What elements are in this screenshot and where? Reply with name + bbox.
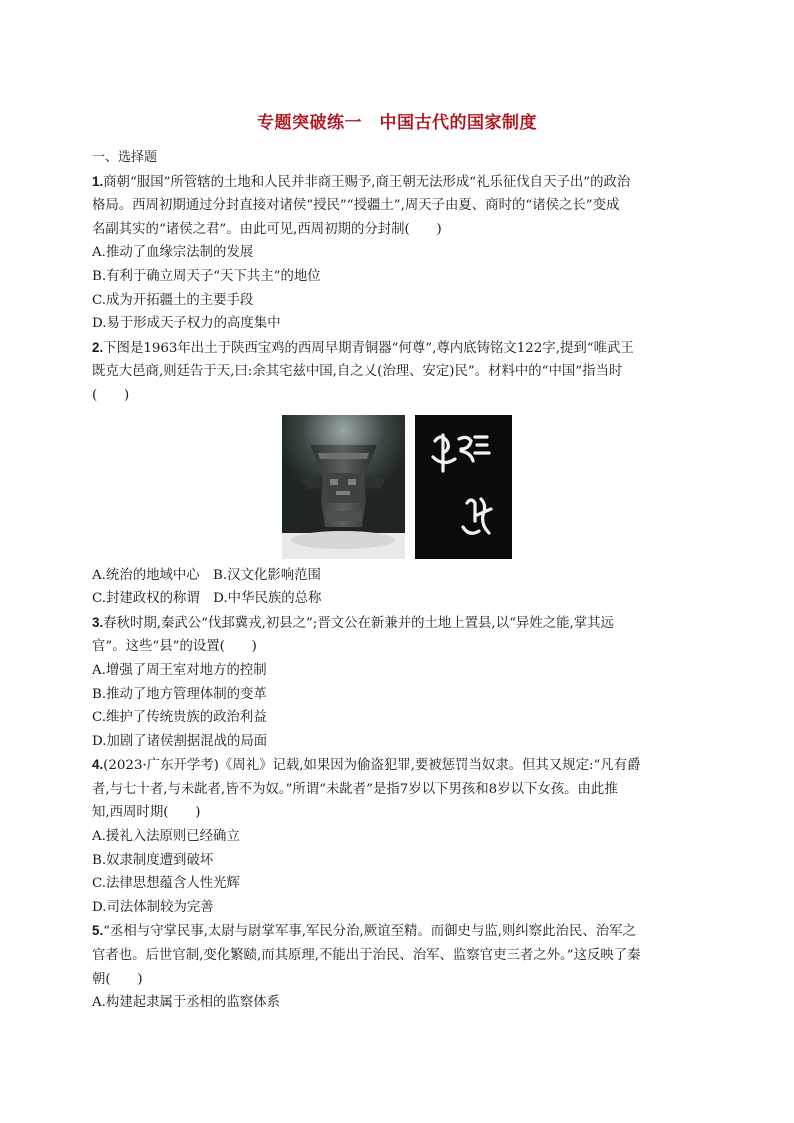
option-a[interactable]: A.推动了血缘宗法制的发展 [92,245,254,261]
question-stem-line: 既克大邑商,则廷告于天,曰:余其宅兹中国,自之乂(治理、安定)民”。材料中的“中国”指当时 [92,364,623,380]
option-ab[interactable]: A.统治的地域中心 B.汉文化影响范围 [92,567,321,583]
option-d[interactable]: D.司法体制较为完善 [92,899,214,915]
question-stem-line: 朝( ) [92,971,143,987]
question-stem-line: 1.商朝“服国”所管辖的土地和人民并非商王赐予,商王朝无法形成“礼乐征伐自天子出”的政治 [92,173,631,190]
question-content [92,146,698,1015]
question-number: 2. [92,339,104,355]
question-number: 5. [92,923,104,939]
option-cd[interactable]: C.封建政权的称谓 D.中华民族的总称 [92,591,322,607]
question-stem-line: 4.(2023·广东开学考)《周礼》记载,如果因为偷盗犯罪,要被惩罚当奴隶。但其又规定:“凡有爵 [92,757,641,774]
bronze-vessel-photo [282,415,405,559]
question-stem-line: 2.下图是1963年出土于陕西宝鸡的西周早期青铜器“何尊”,尊内底铸铭文122字,提到“唯武王 [92,339,634,356]
question-3 [92,611,698,754]
question-2 [92,336,698,611]
question-stem-line: ( ) [92,387,130,403]
question-stem-line: 官者也。后世官制,变化繁赜,而其原理,不能出于治民、治军、监察官吏三者之外。”这反映了秦 [92,948,641,964]
question-number: 3. [92,614,104,630]
option-d[interactable]: D.易于形成天子权力的高度集中 [92,316,281,332]
inscription-rubbing [415,415,512,559]
question-stem-line: 5.“丞相与守掌民事,太尉与尉掌军事,军民分治,厥谊至精。而御史与监,则纠察此治民、治军之 [92,923,636,940]
question-stem-line: 官”。这些“县”的设置( ) [92,639,257,655]
option-c[interactable]: C.成为开拓疆土的主要手段 [92,292,254,308]
question-number: 4. [92,757,104,773]
inscription-glyphs-icon [415,415,512,559]
option-c[interactable]: C.维护了传统贵族的政治利益 [92,710,267,726]
option-a[interactable]: A.构建起隶属于丞相的监察体系 [92,995,281,1011]
question-1 [92,170,698,336]
question-stem-line: 格局。西周初期通过分封直接对诸侯“授民”“授疆土”,周天子由夏、商时的“诸侯之长”变成 [92,198,620,214]
option-a[interactable]: A.援礼入法原则已经确立 [92,829,240,845]
question-stem-line: 知,西周时期( ) [92,805,201,821]
question-4 [92,753,698,919]
figure-row [92,415,698,560]
question-stem-line: 名副其实的“诸侯之君”。由此可见,西周初期的分封制( ) [92,221,442,237]
question-5 [92,919,698,1014]
question-stem-line: 者,与七十者,与未龀者,皆不为奴。”所谓“未龀者”是指7岁以下男孩和8岁以下女孩。由此推 [92,781,618,797]
question-stem-line: 3.春秋时期,秦武公“伐邽冀戎,初县之”;晋文公在新兼并的土地上置县,以“异姓之能,掌其远 [92,614,614,631]
bronze-vessel-icon [282,415,405,559]
page-title: 专题突破练一 中国古代的国家制度 [257,113,537,133]
section-heading: 一、选择题 [92,150,158,165]
question-number: 1. [92,173,104,189]
option-a[interactable]: A.增强了周王室对地方的控制 [92,662,267,678]
option-d[interactable]: D.加剧了诸侯割据混战的局面 [92,733,268,749]
option-c[interactable]: C.法律思想蕴含人性光辉 [92,876,240,892]
option-b[interactable]: B.有利于确立周天子“天下共主”的地位 [92,268,321,284]
option-b[interactable]: B.奴隶制度遭到破坏 [92,852,214,868]
option-b[interactable]: B.推动了地方管理体制的变革 [92,686,267,702]
